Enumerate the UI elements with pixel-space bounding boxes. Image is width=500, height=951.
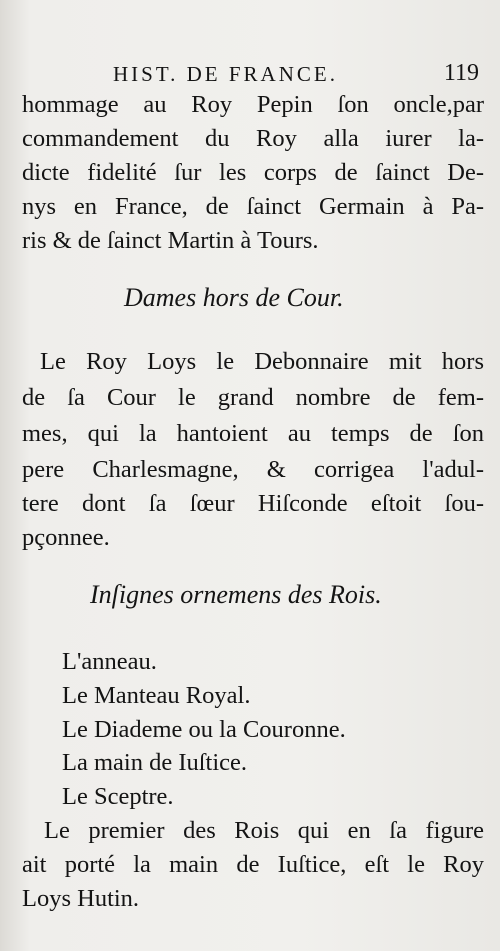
text-line: Loys Hutin. (22, 885, 140, 912)
list-item: Le Diademe ou la Couronne. (62, 716, 346, 743)
list-item: La main de Iuſtice. (62, 749, 248, 776)
running-title: HIST. DE FRANCE. (113, 62, 338, 86)
text-line: Le premier des Rois qui en ſa figure (44, 817, 484, 844)
text-line: hommage au Roy Pepin ſon oncle,par (22, 91, 484, 118)
text-line: commandement du Roy alla iurer la- (22, 125, 484, 152)
section-heading: Inſignes ornemens des Rois. (90, 580, 382, 609)
text-line: Le Roy Loys le Debonnaire mit hors (40, 348, 484, 375)
list-item: L'anneau. (62, 648, 157, 675)
text-line: ait porté la main de Iuſtice, eſt le Roy (22, 851, 484, 878)
text-line: mes, qui la hantoient au temps de ſon (22, 420, 484, 447)
text-line: pere Charlesmagne, & corrigea l'adul- (22, 456, 484, 483)
text-line: dicte fidelité ſur les corps de ſainct De- (22, 159, 484, 186)
text-line: tere dont ſa ſœur Hiſconde eſtoit ſou- (22, 490, 484, 517)
running-header (95, 58, 485, 92)
page-number: 119 (443, 60, 479, 86)
text-line: de ſa Cour le grand nombre de fem- (22, 384, 484, 411)
text-line: nys en France, de ſainct Germain à Pa- (22, 193, 484, 220)
section-heading: Dames hors de Cour. (124, 283, 344, 312)
list-item: Le Manteau Royal. (62, 682, 251, 709)
list-item: Le Sceptre. (62, 783, 174, 810)
text-line: pçonnee. (22, 524, 110, 551)
text-line: ris & de ſainct Martin à Tours. (22, 227, 319, 254)
